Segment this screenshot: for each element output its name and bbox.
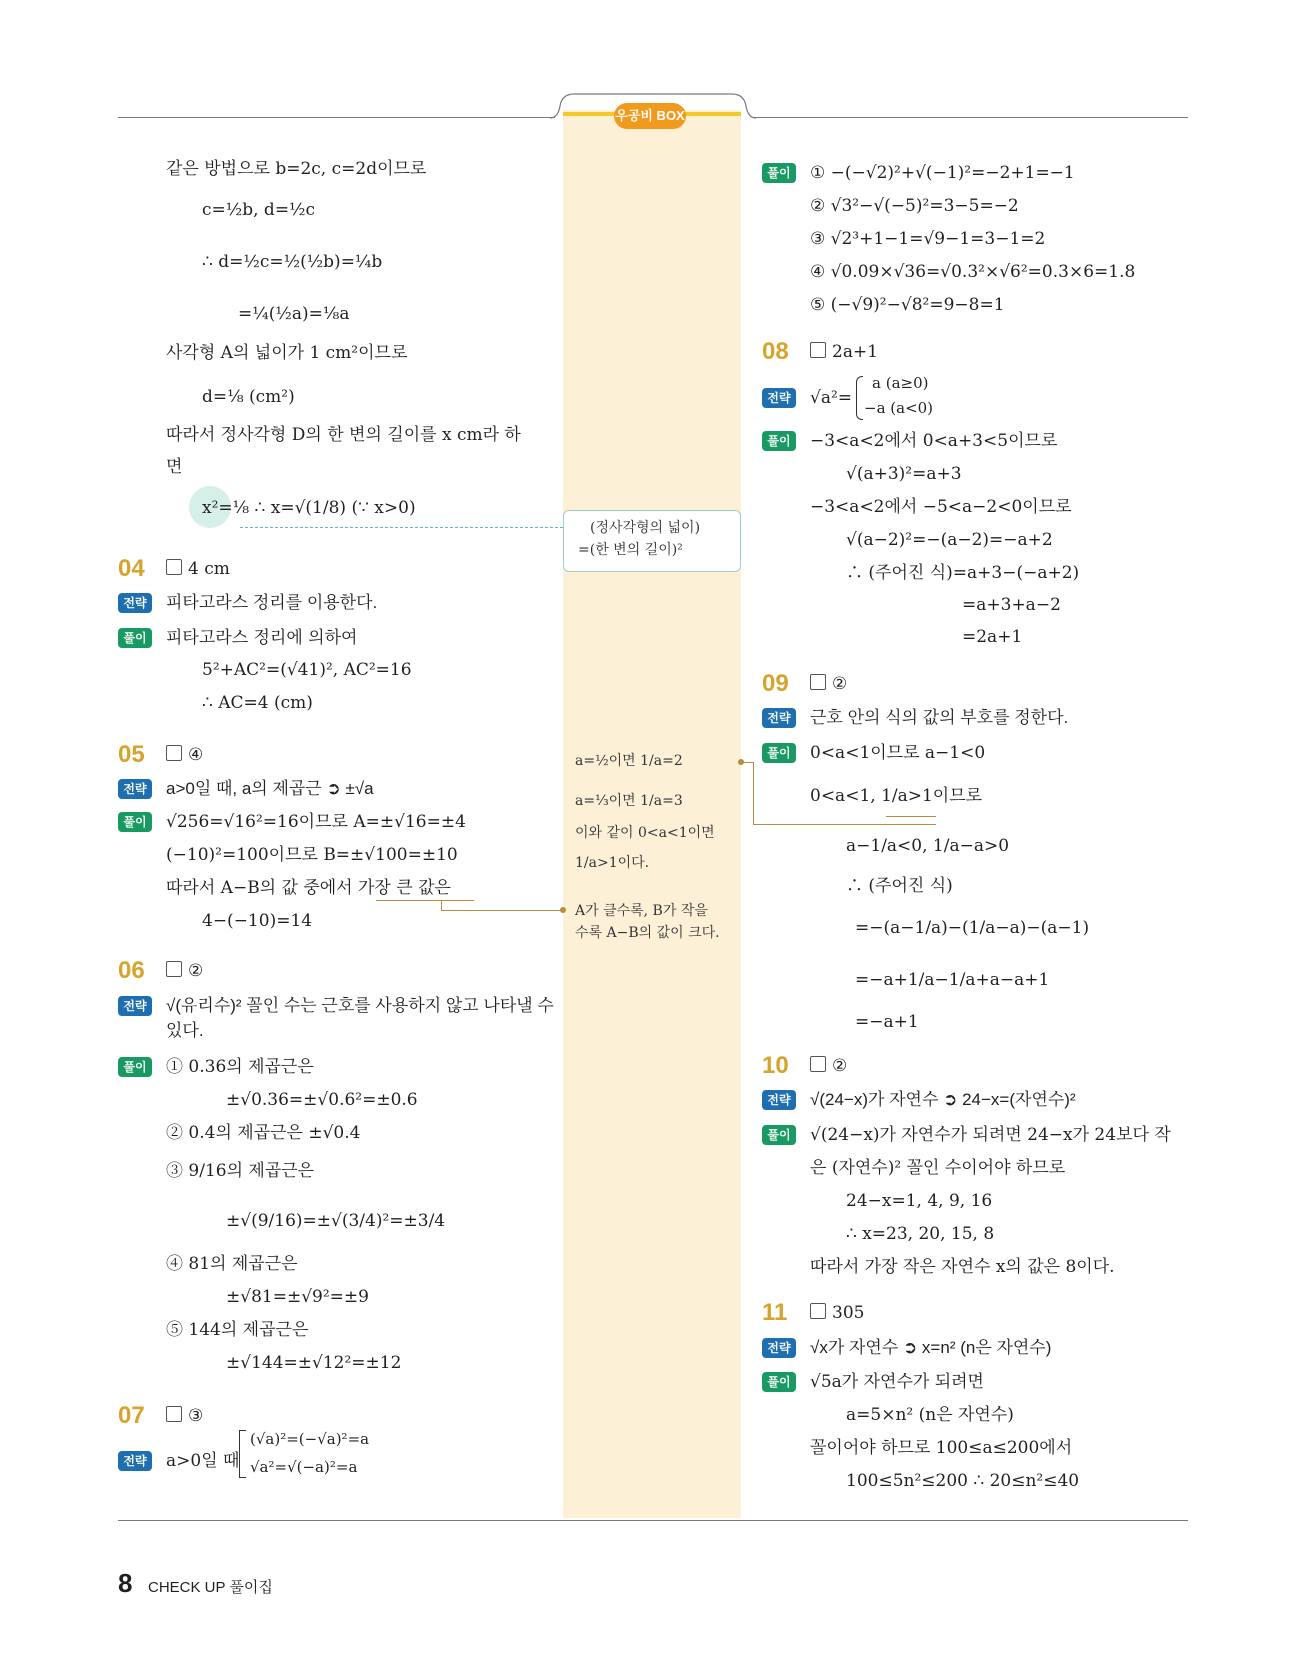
strategy-text: 근호 안의 식의 값의 부호를 정한다. xyxy=(810,708,1069,727)
answer-icon xyxy=(810,674,826,690)
solution-line: ±√0.36=±√0.6²=±0.6 xyxy=(226,1090,418,1110)
solution-line: 은 (자연수)² 꼴인 수이어야 하므로 xyxy=(810,1158,1066,1178)
connector-line xyxy=(753,824,936,825)
solution-line: ① −(−√2)²+√(−1)²=−2+1=−1 xyxy=(810,163,1075,183)
solution-line: 따라서 A−B의 값 중에서 가장 큰 값은 xyxy=(166,878,451,898)
center-note-line: A가 클수록, B가 작을 xyxy=(575,903,708,919)
answer-value: ② xyxy=(832,674,848,694)
connector-line xyxy=(741,762,753,763)
intro-line: ∴ d=½c=½(½b)=¼b xyxy=(202,252,383,272)
answer-icon xyxy=(166,559,182,575)
center-note-line: 수록 A−B의 값이 크다. xyxy=(575,925,720,941)
solution-tag: 풀이 xyxy=(762,743,796,763)
intro-line: 같은 방법으로 b=2c, c=2d이므로 xyxy=(166,159,427,179)
solution-tag: 풀이 xyxy=(762,431,796,451)
solution-line: 24−x=1, 4, 9, 16 xyxy=(846,1191,993,1211)
answer-line xyxy=(810,339,878,365)
bracket xyxy=(239,1430,246,1478)
solution-line: ③ √2³+1−1=√9−1=3−1=2 xyxy=(810,229,1046,249)
answer-icon xyxy=(166,961,182,977)
answer-line xyxy=(166,742,203,768)
answer-icon xyxy=(810,1303,826,1319)
question-number: 04 xyxy=(118,555,145,582)
question-number: 07 xyxy=(118,1402,145,1429)
solution-tag: 풀이 xyxy=(118,628,152,648)
answer-line xyxy=(810,671,847,697)
strategy-tag: 전략 xyxy=(118,593,152,613)
question-number: 08 xyxy=(762,338,789,365)
question-number: 10 xyxy=(762,1052,789,1079)
strategy-tag: 전략 xyxy=(118,779,152,799)
solution-line: 꼴이어야 하므로 100≤a≤200에서 xyxy=(810,1438,1073,1458)
answer-value: 305 xyxy=(832,1303,865,1323)
connector-line xyxy=(441,910,563,911)
solution-line: √5a가 자연수가 되려면 xyxy=(810,1372,984,1392)
solution-line: ② √3²−√(−5)²=3−5=−2 xyxy=(810,196,1019,216)
solution-line: a=5×n² (n은 자연수) xyxy=(846,1405,1014,1425)
answer-icon xyxy=(166,745,182,761)
center-note-column xyxy=(563,110,741,1518)
answer-value: 2a+1 xyxy=(832,342,879,362)
footer-label: CHECK UP 풀이집 xyxy=(148,1579,273,1596)
solution-line: 따라서 가장 작은 자연수 x의 값은 8이다. xyxy=(810,1257,1115,1277)
strategy-tag: 전략 xyxy=(762,388,796,408)
strategy-text: 있다. xyxy=(166,1021,204,1040)
emphasis-underline xyxy=(376,900,474,901)
answer-line xyxy=(166,1403,203,1429)
solution-line: ±√144=±√12²=±12 xyxy=(226,1353,402,1373)
strategy-text: √(유리수)² 꼴인 수는 근호를 사용하지 않고 나타낼 수 xyxy=(166,996,554,1015)
solution-line: 100≤5n²≤200 ∴ 20≤n²≤40 xyxy=(846,1471,1080,1491)
emphasis-underline xyxy=(886,816,936,817)
strategy-text: √(24−x)가 자연수 ➲ 24−x=(자연수)² xyxy=(810,1090,1076,1109)
strategy-text: √a²= xyxy=(810,388,853,408)
intro-line: 사각형 A의 넓이가 1 cm²이므로 xyxy=(166,343,408,363)
solution-tag: 풀이 xyxy=(762,1372,796,1392)
connector-line xyxy=(441,900,442,910)
solution-line: (−10)²=100이므로 B=±√100=±10 xyxy=(166,845,458,865)
solution-line: ⑤ 144의 제곱근은 xyxy=(166,1320,309,1340)
answer-line xyxy=(810,1053,847,1079)
question-number: 09 xyxy=(762,670,789,697)
intro-line: =¼(½a)=⅛a xyxy=(238,304,350,324)
solution-line: 피타고라스 정리에 의하여 xyxy=(166,628,358,648)
page-number: 8 xyxy=(118,1568,133,1598)
intro-line: x²=⅛ ∴ x=√(1/8) (∵ x>0) xyxy=(202,498,416,518)
solution-line: ∴ (주어진 식)=a+3−(−a+2) xyxy=(846,563,1080,583)
strategy-case: √a²=√(−a)²=a xyxy=(250,1458,358,1476)
solution-line: =−a+1/a−1/a+a−a+1 xyxy=(855,970,1050,990)
footer-rule xyxy=(118,1520,1188,1521)
solution-line: a−1/a<0, 1/a−a>0 xyxy=(846,836,1010,856)
answer-line xyxy=(810,1300,864,1326)
strategy-text: 피타고라스 정리를 이용한다. xyxy=(166,593,378,612)
intro-line: d=⅛ (cm²) xyxy=(202,387,295,407)
solution-line: =−a+1 xyxy=(855,1012,919,1032)
solution-line: =−(a−1/a)−(1/a−a)−(a−1) xyxy=(855,918,1090,938)
solution-line: −3<a<2에서 0<a+3<5이므로 xyxy=(810,431,1058,451)
solution-line: √(a−2)²=−(a−2)=−a+2 xyxy=(846,530,1053,550)
solution-line: ② 0.4의 제곱근은 ±√0.4 xyxy=(166,1123,361,1143)
solution-line: √(a+3)²=a+3 xyxy=(846,464,962,484)
header-rule-right xyxy=(752,117,1188,118)
answer-value: ② xyxy=(188,961,204,981)
answer-value: ③ xyxy=(188,1406,204,1426)
center-note-line: 이와 같이 0<a<1이면 xyxy=(575,825,715,841)
box-note-line: =(한 변의 길이)² xyxy=(578,542,683,558)
answer-line xyxy=(166,556,230,582)
answer-value: ④ xyxy=(188,745,204,765)
solution-tag: 풀이 xyxy=(762,163,796,183)
solution-line: 4−(−10)=14 xyxy=(202,911,313,931)
solution-tag: 풀이 xyxy=(762,1125,796,1145)
solution-line: ∴ AC=4 (cm) xyxy=(202,693,313,713)
answer-line xyxy=(166,958,203,984)
solution-line: ±√81=±√9²=±9 xyxy=(226,1287,369,1307)
strategy-tag: 전략 xyxy=(762,1090,796,1110)
solution-line: ±√(9/16)=±√(3/4)²=±3/4 xyxy=(226,1211,446,1231)
center-note-line: a=½이면 1/a=2 xyxy=(575,753,683,769)
solution-line: 0<a<1이므로 a−1<0 xyxy=(810,743,986,763)
center-box-title: 우공비 BOX xyxy=(614,103,686,129)
solution-line: ③ 9/16의 제곱근은 xyxy=(166,1161,315,1181)
answer-icon xyxy=(810,1056,826,1072)
solution-line: ① 0.36의 제곱근은 xyxy=(166,1057,314,1077)
box-connector-dash xyxy=(240,527,563,528)
center-note-line: 1/a>1이다. xyxy=(575,855,650,871)
bracket xyxy=(856,376,863,420)
intro-line: 따라서 정사각형 D의 한 변의 길이를 x cm라 하 xyxy=(166,425,521,445)
strategy-text: √x가 자연수 ➲ x=n² (n은 자연수) xyxy=(810,1338,1052,1357)
strategy-tag: 전략 xyxy=(762,1338,796,1358)
answer-icon xyxy=(166,1406,182,1422)
solution-line: ④ 81의 제곱근은 xyxy=(166,1254,298,1274)
solution-line: =a+3+a−2 xyxy=(962,595,1061,615)
strategy-text: a>0일 때, a의 제곱근 ➲ ±√a xyxy=(166,779,374,798)
solution-line: =2a+1 xyxy=(962,627,1023,647)
center-note-line: a=⅓이면 1/a=3 xyxy=(575,793,683,809)
answer-icon xyxy=(810,342,826,358)
solution-line: 0<a<1, 1/a>1이므로 xyxy=(810,786,983,806)
intro-line: 면 xyxy=(166,457,183,477)
box-note-line: (정사각형의 넓이) xyxy=(590,520,701,536)
strategy-tag: 전략 xyxy=(118,996,152,1016)
answer-value: ② xyxy=(832,1056,848,1076)
strategy-case: (√a)²=(−√a)²=a xyxy=(250,1430,370,1448)
strategy-tag: 전략 xyxy=(762,708,796,728)
strategy-tag: 전략 xyxy=(118,1451,152,1471)
answer-value: 4 cm xyxy=(188,559,230,579)
connector-line xyxy=(753,762,754,824)
solution-line: −3<a<2에서 −5<a−2<0이므로 xyxy=(810,497,1072,517)
solution-tag: 풀이 xyxy=(118,812,152,832)
question-number: 05 xyxy=(118,741,145,768)
solution-line: √(24−x)가 자연수가 되려면 24−x가 24보다 작 xyxy=(810,1125,1171,1145)
question-number: 06 xyxy=(118,957,145,984)
strategy-case: −a (a<0) xyxy=(864,399,934,417)
solution-line: 5²+AC²=(√41)², AC²=16 xyxy=(202,660,412,680)
solution-line: ④ √0.09×√36=√0.3²×√6²=0.3×6=1.8 xyxy=(810,262,1136,282)
question-number: 11 xyxy=(762,1299,788,1326)
strategy-case: a (a≥0) xyxy=(872,374,929,392)
header-rule-left xyxy=(118,117,555,118)
solution-line: ∴ (주어진 식) xyxy=(846,876,953,896)
strategy-text: a>0일 때 xyxy=(166,1451,240,1471)
intro-line: c=½b, d=½c xyxy=(202,200,316,220)
solution-line: ∴ x=23, 20, 15, 8 xyxy=(846,1224,995,1244)
solution-line: √256=√16²=16이므로 A=±√16=±4 xyxy=(166,812,466,832)
solution-line: ⑤ (−√9)²−√8²=9−8=1 xyxy=(810,295,1005,315)
solution-tag: 풀이 xyxy=(118,1057,152,1077)
